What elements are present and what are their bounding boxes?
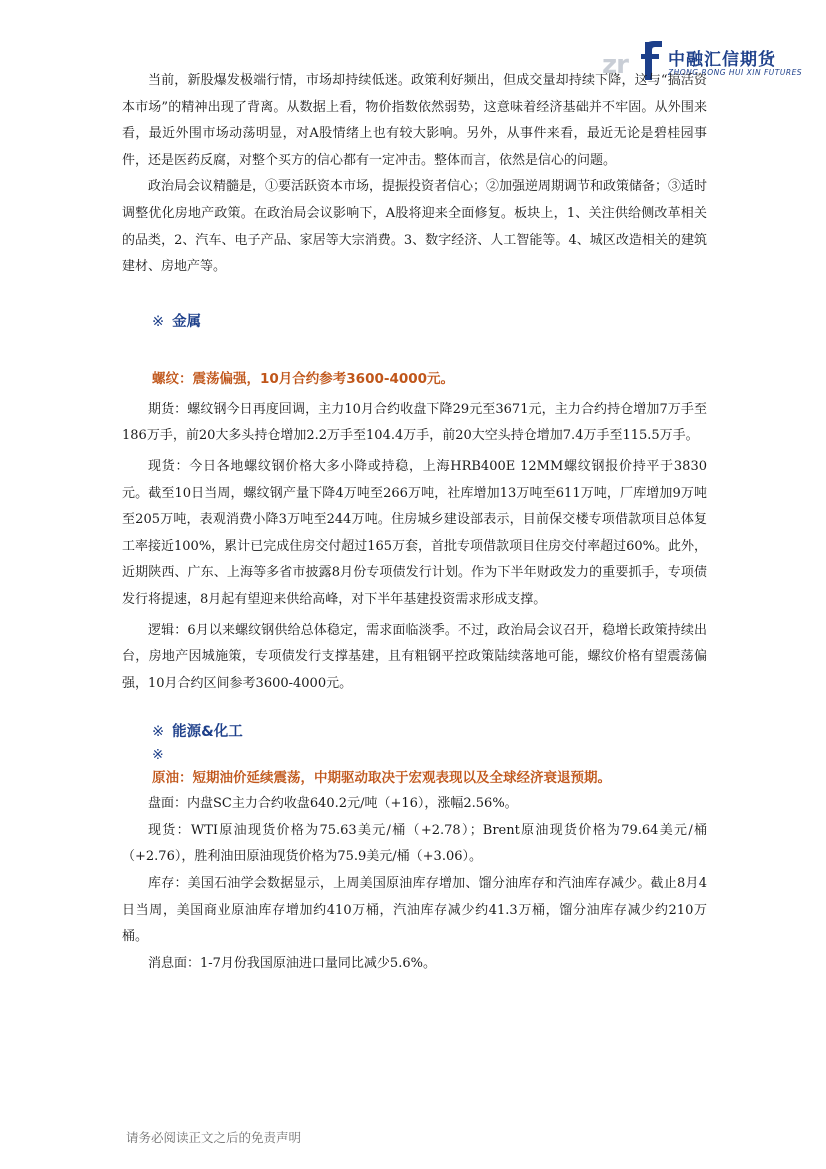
intro-paragraph-1: 当前，新股爆发极端行情，市场却持续低迷。政策利好频出，但成交量却持续下降，这与“搞活资本市场”的精神出现了背离。从数据上看，物价指数依然弱势，这意味着经济基础并不牢固。从外围来看，最近外围市场动荡明显，对A股情绪上也有较大影响。另外，从事件来看，最近无论是碧桂园事件，还是医药反腐，对整个买方的信心都有一定冲击。整体而言，依然是信心的问题。 — [122, 73, 707, 168]
rebar-headline: 螺纹：震荡偏强，10月合约参考3600-4000元。 — [152, 370, 455, 387]
reference-mark-icon: ※ — [152, 724, 165, 741]
intro-paragraph-2: 政治局会议精髓是，①要活跃资本市场，提振投资者信心；②加强逆周期调节和政策储备；③适时调整优化房地产政策。在政治局会议影响下，A股将迎来全面修复。板块上，1、关注供给侧改革相关的品类，2、汽车、电子产品、家居等大宗消费。3、数字经济、人工智能等。4、城区改造相关的建筑建材、房地产等。 — [122, 179, 708, 275]
disclaimer-footer: 请务必阅读正文之后的免责声明 — [126, 1130, 302, 1145]
crude-headline: 原油：短期油价延续震荡，中期驱动取决于宏观表现以及全球经济衰退预期。 — [152, 770, 611, 787]
reference-mark-icon: ※ — [152, 747, 164, 764]
section-heading-energy — [122, 719, 707, 745]
report-body — [122, 68, 707, 977]
logo-mark-text: zr — [602, 50, 628, 80]
crude-inventory-paragraph: 库存：美国石油学会数据显示，上周美国原油库存增加、馏分油库存和汽油库存减少。截止8月4日当周，美国商业原油库存增加约410万桶，汽油库存减少约41.3万桶，馏分油库存减少约210万桶。 — [122, 876, 707, 945]
crude-spot-paragraph: 现货：WTI原油现货价格为75.63美元/桶（+2.78）；Brent原油现货价格为79.64美元/桶（+2.76），胜利油田原油现货价格为75.9美元/桶（+3.06）。 — [122, 822, 707, 865]
logo-company-name: 中融汇信期货 — [668, 50, 776, 70]
section-title: 金属 — [172, 313, 202, 330]
crude-news-paragraph: 消息面：1-7月份我国原油进口量同比减少5.6%。 — [148, 955, 436, 971]
section-title: 能源&化工 — [172, 724, 243, 741]
logo-company-name-en: ZHONG RONG HUI XIN FUTURES — [668, 68, 803, 77]
rebar-spot-paragraph: 现货：今日各地螺纹钢价格大多小降或持稳，上海HRB400E 12MM螺纹钢报价持平于3830元。截至10日当周，螺纹钢产量下降4万吨至266万吨，社库增加13万吨至611万吨，厂库增加9万吨至205万吨，表观消费小降3万吨至244万吨。住房城乡建设部表示，目前保交楼专项借款项目总体复工率接近100%，累计已完成住房交付超过165万套，首批专项借款项目住房交付率超过60%。此外，近期陕西、广东、上海等多省市披露8月份专项债发行计划。作为下半年财政发力的重要抓手，专项债发行将提速，8月起有望迎来供给高峰，对下半年基建投资需求形成支撑。 — [122, 458, 707, 607]
rebar-logic-paragraph: 逻辑：6月以来螺纹钢供给总体稳定，需求面临淡季。不过，政治局会议召开，稳增长政策持续出台，房地产因城施策，专项债发行支撑基建，且有粗钢平控政策陆续落地可能，螺纹价格有望震荡偏强，10月合约区间参考3600-4000元。 — [122, 622, 707, 691]
section-heading-metals — [122, 309, 707, 335]
reference-mark-icon: ※ — [152, 313, 165, 330]
crude-board-paragraph: 盘面：内盘SC主力合约收盘640.2元/吨（+16），涨幅2.56%。 — [148, 796, 518, 812]
rebar-futures-paragraph: 期货：螺纹钢今日再度回调，主力10月合约收盘下降29元至3671元，主力合约持仓增加7万手至186万手，前20大多头持仓增加2.2万手至104.4万手，前20大空头持仓增加7.4万手至115.5万手。 — [122, 401, 707, 444]
